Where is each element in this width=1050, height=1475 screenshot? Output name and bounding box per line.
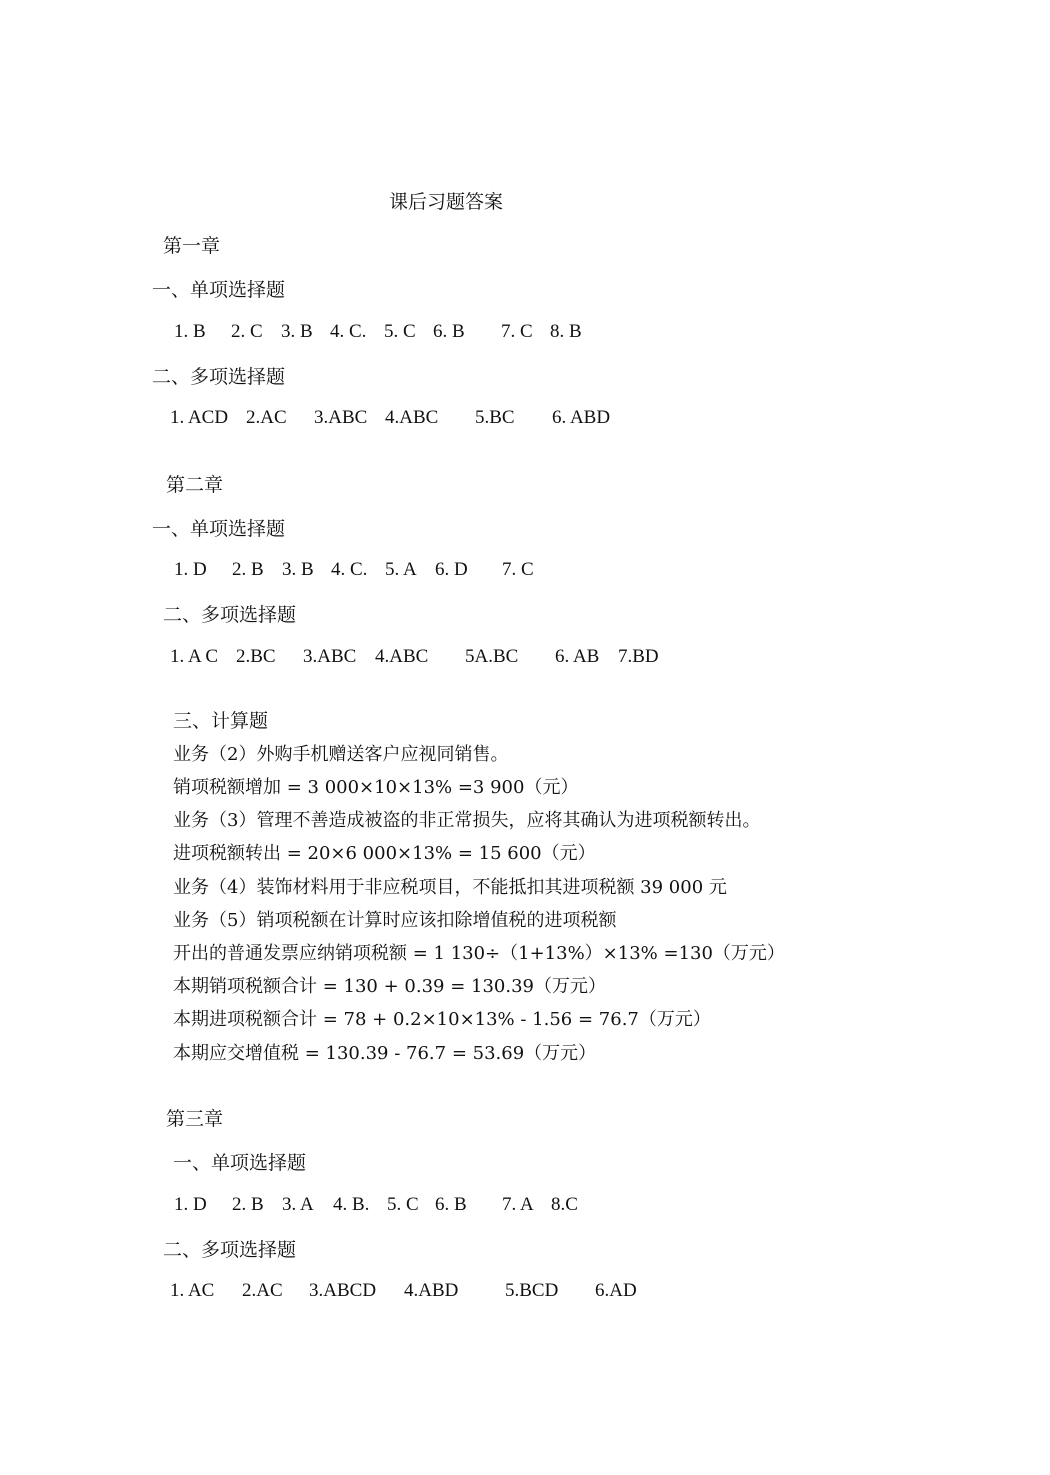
chapter-2-heading: 第二章 (166, 474, 224, 496)
chapter-1-single-choice-heading: 一、单项选择题 (152, 279, 286, 301)
calc-line: 业务（5）销项税额在计算时应该扣除增值税的进项税额 (173, 910, 617, 931)
chapter-3-multi-choice-answers (0, 1280, 1050, 1304)
answer-item: 1. ACD (170, 407, 229, 428)
answer-item: 2.AC (242, 1280, 283, 1301)
chapter-1-multi-choice-answers (0, 407, 1050, 431)
answer-item: 8. B (550, 321, 582, 342)
answer-item: 1. D (174, 559, 207, 580)
answer-item: 3. B (282, 559, 314, 580)
calc-line: 业务（4）装饰材料用于非应税项目，不能抵扣其进项税额 39 000 元 (173, 877, 727, 898)
chapter-2-calc-heading: 三、计算题 (173, 710, 269, 732)
calc-line: 业务（3）管理不善造成被盗的非正常损失，应将其确认为进项税额转出。 (173, 810, 761, 831)
answer-item: 5A.BC (465, 646, 519, 667)
answer-item: 5. C (384, 321, 416, 342)
answer-item: 2. B (232, 1194, 264, 1215)
answer-item: 1. D (174, 1194, 207, 1215)
answer-item: 1. AC (170, 1280, 215, 1301)
answer-item: 6. AB (555, 646, 600, 667)
chapter-1-single-choice-answers (0, 321, 1050, 345)
answer-item: 6. ABD (552, 407, 611, 428)
calc-line: 本期销项税额合计 = 130 + 0.39 = 130.39（万元） (173, 976, 606, 997)
answer-item: 3.ABC (303, 646, 357, 667)
answer-item: 5.BC (475, 407, 515, 428)
chapter-1-multi-choice-heading: 二、多项选择题 (152, 366, 286, 388)
answer-item: 2. C (231, 321, 263, 342)
answer-item: 6.AD (595, 1280, 637, 1301)
answer-item: 4.ABC (385, 407, 439, 428)
answer-item: 3.ABCD (309, 1280, 377, 1301)
chapter-3-single-choice-answers (0, 1194, 1050, 1218)
calc-line: 业务（2）外购手机赠送客户应视同销售。 (173, 744, 509, 765)
chapter-3-single-choice-heading: 一、单项选择题 (173, 1152, 307, 1174)
answer-item: 4. C. (331, 559, 368, 580)
answer-item: 4. C. (330, 321, 367, 342)
chapter-3-multi-choice-heading: 二、多项选择题 (163, 1239, 297, 1261)
answer-item: 3. B (281, 321, 313, 342)
answer-item: 7. A (502, 1194, 534, 1215)
chapter-2-single-choice-heading: 一、单项选择题 (152, 518, 286, 540)
answer-item: 6. B (433, 321, 465, 342)
answer-item: 5.BCD (505, 1280, 559, 1301)
answer-item: 7.BD (618, 646, 659, 667)
chapter-1-heading: 第一章 (163, 235, 221, 257)
answer-item: 4.ABD (404, 1280, 459, 1301)
answer-item: 5. C (387, 1194, 419, 1215)
answer-item: 2.AC (246, 407, 287, 428)
chapter-2-multi-choice-heading: 二、多项选择题 (163, 604, 297, 626)
answer-item: 2. B (232, 559, 264, 580)
answer-item: 1. B (174, 321, 206, 342)
answer-item: 4.ABC (375, 646, 429, 667)
answer-item: 7. C (502, 559, 534, 580)
calc-line: 销项税额增加 = 3 000×10×13% =3 900（元） (173, 777, 579, 798)
answer-item: 1. A C (170, 646, 219, 667)
chapter-3-heading: 第三章 (166, 1108, 224, 1130)
calc-line: 开出的普通发票应纳销项税额 = 1 130÷（1+13%）×13% =130（万元） (173, 943, 785, 964)
page-title: 课后习题答案 (389, 191, 504, 213)
calc-line: 本期应交增值税 = 130.39 - 76.7 = 53.69（万元） (173, 1043, 597, 1064)
answer-item: 8.C (551, 1194, 578, 1215)
answer-item: 3.ABC (314, 407, 368, 428)
answer-item: 7. C (501, 321, 533, 342)
calc-line: 本期进项税额合计 = 78 + 0.2×10×13% - 1.56 = 76.7（万元） (173, 1009, 711, 1030)
answer-item: 6. B (435, 1194, 467, 1215)
calc-line: 进项税额转出 = 20×6 000×13% = 15 600（元） (173, 843, 596, 864)
answer-item: 6. D (435, 559, 468, 580)
answer-item: 2.BC (236, 646, 276, 667)
answer-item: 5. A (385, 559, 417, 580)
answer-item: 4. B. (333, 1194, 370, 1215)
chapter-2-single-choice-answers (0, 559, 1050, 583)
chapter-2-multi-choice-answers (0, 646, 1050, 670)
answer-item: 3. A (282, 1194, 314, 1215)
